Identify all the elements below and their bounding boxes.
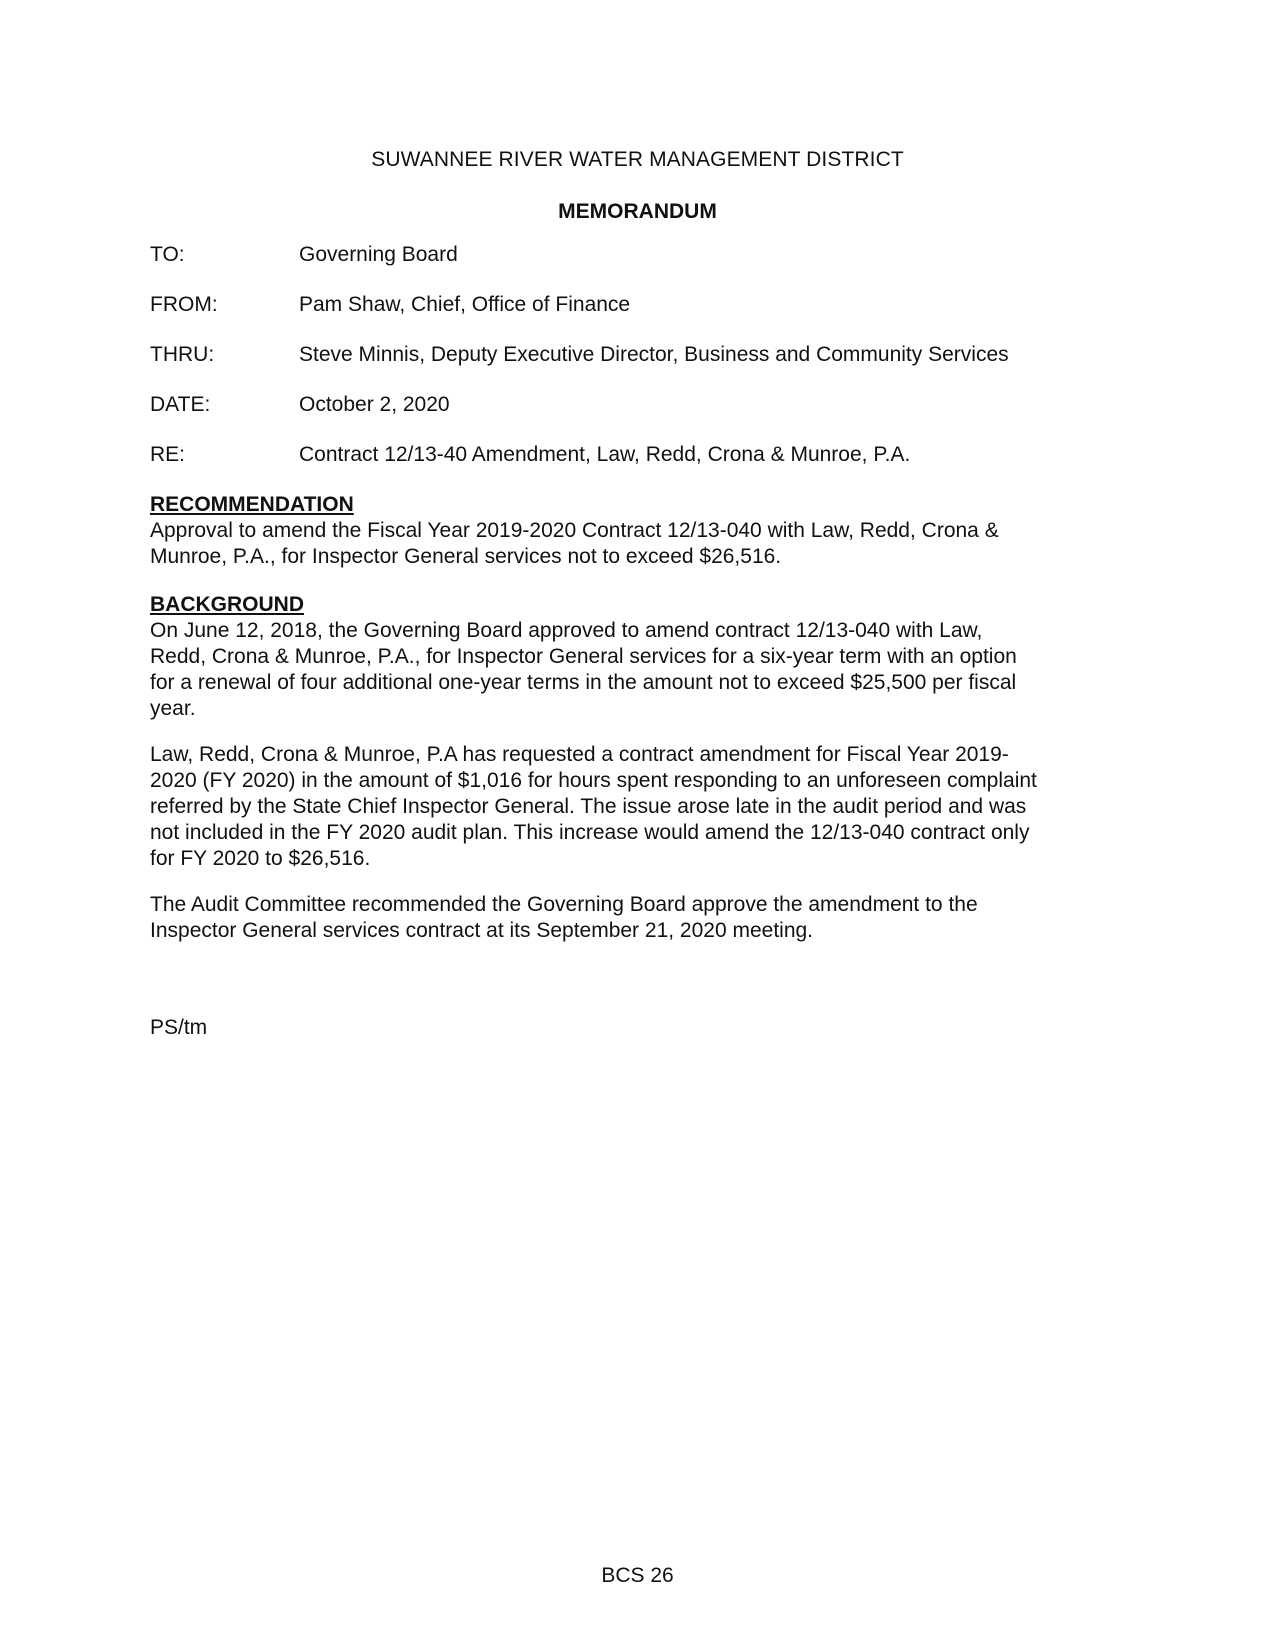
background-line: 2020 (FY 2020) in the amount of $1,016 for hours spent responding to an unforeseen complaint — [150, 769, 1037, 792]
background-line: Law, Redd, Crona & Munroe, P.A has requested a contract amendment for Fiscal Year 2019- — [150, 743, 1009, 766]
background-line: The Audit Committee recommended the Governing Board approve the amendment to the — [150, 893, 978, 916]
recommendation-line: Approval to amend the Fiscal Year 2019-2020 Contract 12/13-040 with Law, Redd, Crona & — [150, 519, 999, 542]
background-line: On June 12, 2018, the Governing Board approved to amend contract 12/13-040 with Law, — [150, 619, 983, 642]
background-paragraph-3 — [150, 892, 1130, 944]
page-number: BCS 26 — [601, 1564, 674, 1587]
re-label: RE: — [150, 443, 186, 466]
background-line: year. — [150, 697, 196, 720]
background-line: Inspector General services contract at its September 21, 2020 meeting. — [150, 919, 814, 942]
date-value: October 2, 2020 — [299, 393, 450, 416]
organization-name: SUWANNEE RIVER WATER MANAGEMENT DISTRICT — [371, 148, 904, 171]
re-value: Contract 12/13-40 Amendment, Law, Redd, Crona & Munroe, P.A. — [299, 443, 911, 466]
background-paragraph-2 — [150, 742, 1130, 872]
recommendation-section — [150, 492, 1130, 570]
document-type: MEMORANDUM — [558, 200, 717, 223]
background-line: referred by the State Chief Inspector General. The issue arose late in the audit period and was — [150, 795, 1027, 818]
background-section — [150, 592, 1130, 722]
to-value: Governing Board — [299, 243, 458, 266]
to-row — [150, 243, 458, 267]
author-initials: PS/tm — [150, 1016, 208, 1039]
date-label: DATE: — [150, 393, 211, 416]
background-line: Redd, Crona & Munroe, P.A., for Inspector General services for a six-year term with an option — [150, 645, 1017, 668]
re-row — [150, 443, 910, 467]
background-line: for a renewal of four additional one-year terms in the amount not to exceed $25,500 per fiscal — [150, 671, 1017, 694]
thru-label: THRU: — [150, 343, 215, 366]
background-line: for FY 2020 to $26,516. — [150, 847, 371, 870]
recommendation-line: Munroe, P.A., for Inspector General services not to exceed $26,516. — [150, 545, 782, 568]
from-label: FROM: — [150, 293, 218, 316]
date-row — [150, 393, 450, 417]
from-row — [150, 293, 630, 317]
background-line: not included in the FY 2020 audit plan. This increase would amend the 12/13-040 contract only — [150, 821, 1030, 844]
from-value: Pam Shaw, Chief, Office of Finance — [299, 293, 631, 316]
to-label: TO: — [150, 243, 185, 266]
thru-value: Steve Minnis, Deputy Executive Director, Business and Community Services — [299, 343, 1009, 366]
background-heading: BACKGROUND — [150, 593, 304, 616]
thru-row — [150, 343, 1009, 367]
recommendation-heading: RECOMMENDATION — [150, 493, 354, 516]
